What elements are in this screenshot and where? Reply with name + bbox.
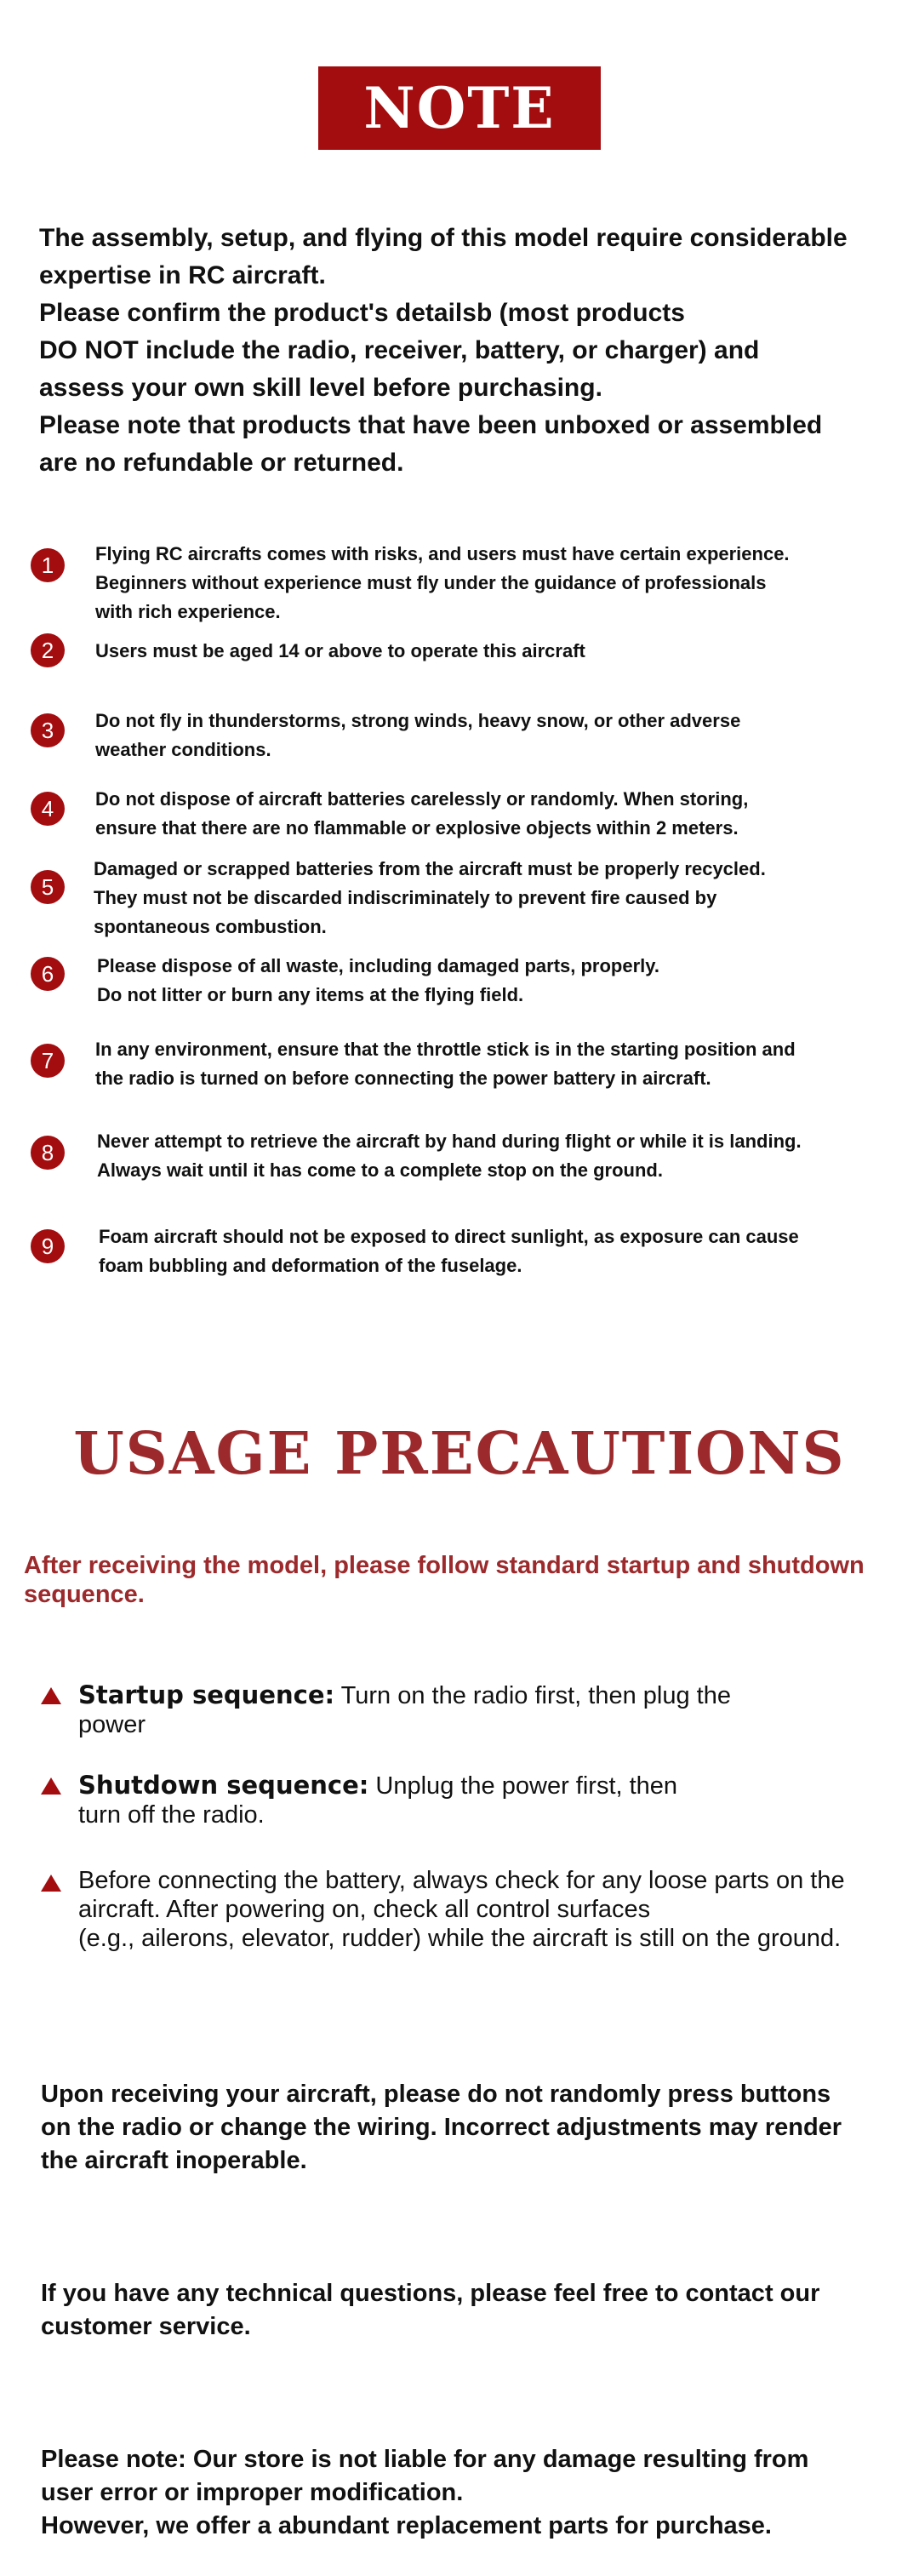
battery-check-item — [78, 1866, 904, 1953]
note-line: Users must be aged 14 or above to operate this aircraft — [95, 640, 585, 661]
bullet-lead: Startup sequence: — [78, 1680, 335, 1709]
number-badge: 1 — [31, 548, 65, 582]
intro-line: are no refundable or returned. — [39, 449, 404, 477]
closing-line: Please note: Our store is not liable for any damage resulting from — [41, 2446, 809, 2473]
number-badge: 4 — [31, 792, 65, 826]
bullet-line: (e.g., ailerons, elevator, rudder) while the aircraft is still on the ground. — [78, 1925, 842, 1952]
note-line: spontaneous combustion. — [94, 916, 327, 937]
note-line: Do not litter or burn any items at the flying field. — [97, 984, 524, 1005]
note-line: Foam aircraft should not be exposed to direct sunlight, as exposure can cause — [99, 1226, 799, 1247]
number-badge: 2 — [31, 633, 65, 667]
intro-line: Please confirm the product's detailsb (most products — [39, 299, 685, 327]
number-badge: 3 — [31, 713, 65, 747]
bullet-line: aircraft. After powering on, check all control surfaces — [78, 1896, 651, 1923]
bullet-line: power — [78, 1711, 146, 1738]
closing-notes — [41, 2045, 900, 2576]
intro-line: Please note that products that have been unboxed or assembled — [39, 411, 823, 439]
intro-line: After receiving the model, please follow standard startup and shutdown — [24, 1552, 865, 1579]
note-banner — [318, 66, 601, 150]
note-item-text — [99, 1222, 899, 1280]
note-item-text — [95, 637, 895, 666]
intro-line: expertise in RC aircraft. — [39, 261, 326, 289]
closing-line: on the radio or change the wiring. Incorrect adjustments may render — [41, 2114, 842, 2141]
note-line: Do not fly in thunderstorms, strong winds, heavy snow, or other adverse — [95, 710, 741, 731]
usage-precautions-title: USAGE PRECAUTIONS — [73, 1420, 846, 1488]
note-line: Damaged or scrapped batteries from the aircraft must be properly recycled. — [94, 858, 766, 879]
triangle-bullet-icon — [41, 1777, 61, 1795]
startup-shutdown-intro — [24, 1551, 909, 1609]
note-line: Please dispose of all waste, including damaged parts, properly. — [97, 955, 659, 976]
note-item-text — [95, 1035, 895, 1093]
note-line: Always wait until it has come to a complete stop on the ground. — [97, 1159, 663, 1181]
note-item-text — [95, 707, 895, 764]
note-item-text — [94, 855, 893, 942]
number-badge: 7 — [31, 1044, 65, 1078]
number-badge: 5 — [31, 870, 65, 904]
bullet-text: Turn on the radio first, then plug the — [334, 1682, 731, 1709]
startup-sequence-item — [78, 1680, 904, 1739]
bullet-line: turn off the radio. — [78, 1801, 265, 1829]
note-line: weather conditions. — [95, 739, 271, 760]
shutdown-sequence-item — [78, 1771, 904, 1829]
note-item-text — [97, 1127, 897, 1185]
closing-line: the aircraft inoperable. — [41, 2147, 307, 2174]
closing-line: Upon receiving your aircraft, please do not randomly press buttons — [41, 2081, 831, 2108]
bullet-lead: Shutdown sequence: — [78, 1771, 369, 1800]
number-badge: 8 — [31, 1136, 65, 1170]
note-line: Beginners without experience must fly under the guidance of professionals — [95, 572, 767, 593]
number-badge: 9 — [31, 1229, 65, 1263]
note-line: Flying RC aircrafts comes with risks, and users must have certain experience. — [95, 543, 790, 564]
closing-line: If you have any technical questions, please feel free to contact our — [41, 2280, 820, 2307]
closing-line: user error or improper modification. — [41, 2479, 464, 2506]
closing-line: However, we offer a abundant replacement parts for purchase. — [41, 2512, 772, 2539]
note-line: with rich experience. — [95, 601, 281, 622]
intro-line: sequence. — [24, 1581, 145, 1608]
intro-line: The assembly, setup, and flying of this model require considerable — [39, 224, 848, 252]
bullet-text: Unplug the power first, then — [368, 1772, 678, 1800]
note-item-text — [97, 952, 897, 1010]
note-line: the radio is turned on before connecting the power battery in aircraft. — [95, 1068, 711, 1089]
intro-paragraph — [39, 220, 890, 482]
note-line: They must not be discarded indiscriminately to prevent fire caused by — [94, 887, 717, 908]
note-item-text — [95, 540, 895, 627]
triangle-bullet-icon — [41, 1875, 61, 1892]
number-badge: 6 — [31, 957, 65, 991]
bullet-line: Before connecting the battery, always check for any loose parts on the — [78, 1867, 845, 1894]
closing-line: customer service. — [41, 2313, 251, 2340]
note-line: Never attempt to retrieve the aircraft by hand during flight or while it is landing. — [97, 1131, 802, 1152]
note-line: foam bubbling and deformation of the fuselage. — [99, 1255, 522, 1276]
intro-line: DO NOT include the radio, receiver, battery, or charger) and — [39, 336, 760, 364]
intro-line: assess your own skill level before purchasing. — [39, 374, 602, 402]
triangle-bullet-icon — [41, 1687, 61, 1704]
note-line: In any environment, ensure that the throttle stick is in the starting position and — [95, 1039, 796, 1060]
note-line: ensure that there are no flammable or explosive objects within 2 meters. — [95, 817, 739, 839]
note-line: Do not dispose of aircraft batteries carelessly or randomly. When storing, — [95, 788, 749, 810]
note-item-text — [95, 785, 895, 843]
note-title: NOTE — [363, 75, 556, 141]
